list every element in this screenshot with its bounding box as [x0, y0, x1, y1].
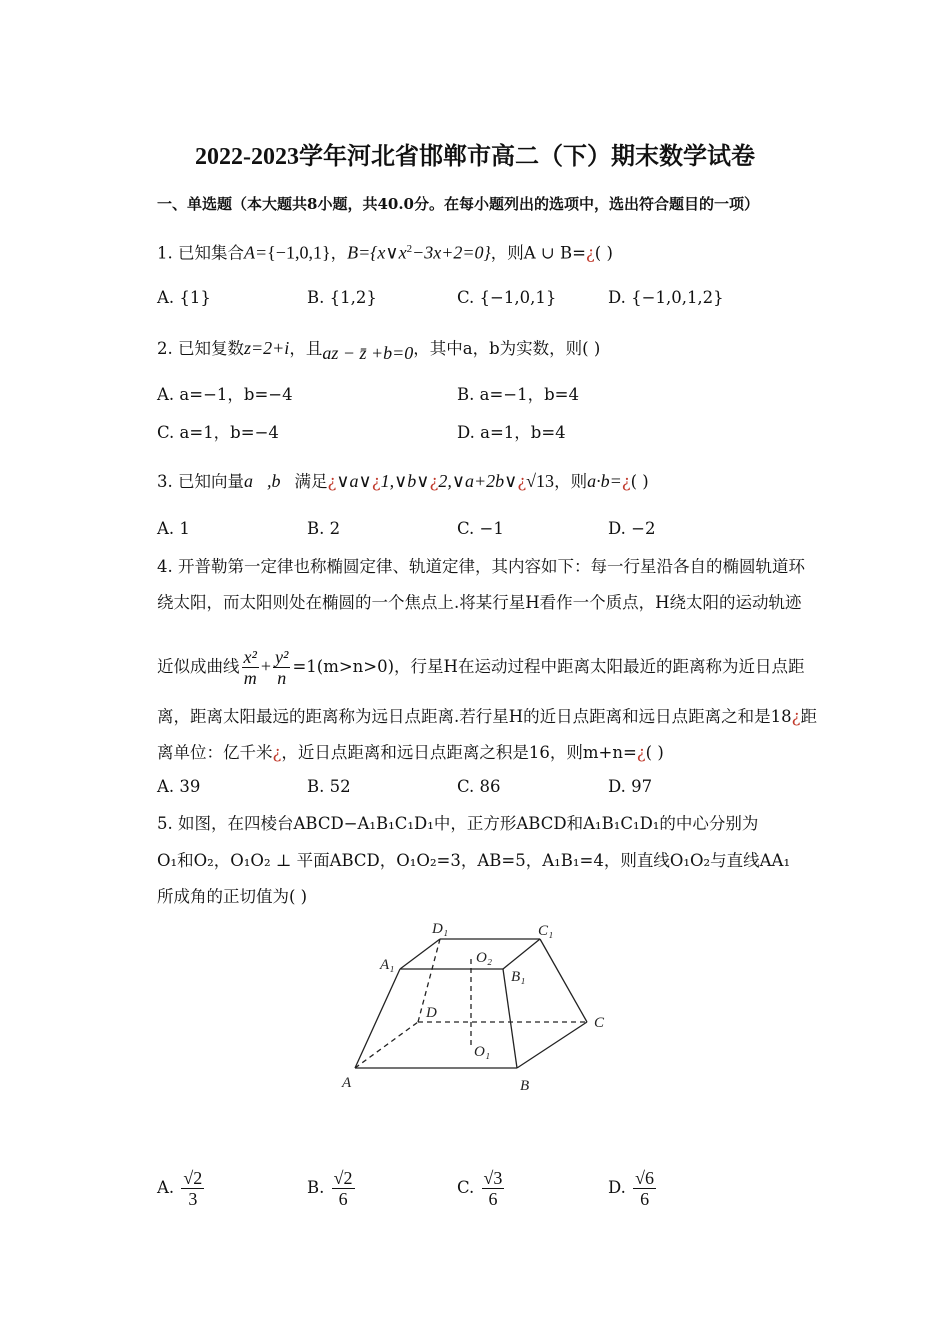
edge-bc	[517, 1022, 587, 1068]
label-c1: C₁	[538, 923, 554, 939]
q5-option-c-label: C.	[457, 1178, 475, 1197]
q5-option-a-label: A.	[157, 1178, 175, 1197]
q5-option-a	[157, 1168, 206, 1209]
q4-frac-y-den: n	[277, 668, 287, 688]
q4-plus: +	[260, 656, 272, 676]
q1-option-a: A. {1}	[157, 288, 211, 307]
label-o1: O₁	[474, 1044, 491, 1060]
q4-frac-y-num: y²	[275, 647, 289, 667]
label-a1: A₁	[380, 957, 395, 973]
page-title: 2022-2023学年河北省邯郸市高二（下）期末数学试卷	[195, 144, 755, 170]
q1-option-c: C. {−1,0,1}	[457, 288, 557, 307]
q3-mark-1: ¿	[327, 472, 337, 491]
question-1	[157, 238, 613, 265]
q5-option-d-frac	[633, 1168, 656, 1209]
q4-option-a: A. 39	[157, 777, 201, 796]
q3-option-b: B. 2	[307, 519, 341, 538]
q4-frac-y	[273, 647, 290, 688]
q4-line1: 4. 开普勒第一定律也称椭圆定律、轨道定律，其内容如下：每一行星沿各自的椭圆轨道环	[157, 557, 805, 576]
q4-line5a: 离单位：亿千米	[157, 743, 273, 762]
edge-ad	[355, 1022, 418, 1068]
q5-option-a-num: √2	[183, 1168, 203, 1188]
q4-frac-x-num: x²	[243, 647, 257, 667]
question-2	[157, 337, 601, 363]
q1-prefix: 1. 已知集合	[157, 243, 244, 263]
label-d1: D₁	[432, 921, 449, 937]
q5-option-d-num: √6	[635, 1168, 655, 1188]
q1-setA: A=	[244, 242, 268, 263]
q5-line2: O₁和O₂，O₁O₂ ⊥ 平面ABCD，O₁O₂=3，AB=5，A₁B₁=4，则直线O₁O₂与直线AA₁	[157, 851, 791, 870]
q5-option-c	[457, 1168, 506, 1209]
q4-line4b: 距	[800, 707, 817, 726]
q3-cond: ∨a∨	[336, 471, 372, 491]
q5-option-a-frac	[181, 1168, 204, 1209]
q4-line3	[157, 643, 804, 690]
q4-line2: 绕太阳，而太阳则处在椭圆的一个焦点上.将某行星H看作一个质点，H绕太阳的运动轨迹	[157, 593, 802, 612]
q3-option-d: D. −2	[608, 519, 656, 538]
q4-mark-2: ¿	[272, 743, 282, 762]
q4-line3b: =1(m>n>0)，行星H在运动过程中距离太阳最近的距离称为近日点距	[292, 657, 805, 676]
q3-mark-5: ¿	[621, 472, 631, 491]
q5-option-b	[307, 1168, 357, 1209]
q4-mark-1: ¿	[791, 707, 801, 726]
q3-mark-4: ¿	[517, 472, 527, 491]
q4-option-c: C. 86	[457, 777, 501, 796]
q1-sep: ，	[330, 243, 348, 263]
label-o2: O₂	[476, 950, 493, 966]
q3-mark-2: ¿	[371, 472, 381, 491]
q3-cond1: 1,∨b∨	[380, 471, 430, 491]
q3-text1: 3. 已知向量	[157, 472, 244, 491]
q1-tail: ，则A ∪ B=	[490, 243, 586, 263]
question-3	[157, 470, 649, 493]
q3-option-a: A. 1	[157, 519, 190, 538]
q1-mark: ¿	[585, 243, 595, 263]
edge-aa1	[355, 969, 400, 1068]
q4-frac-x-den: m	[243, 668, 257, 688]
q3-mark-3: ¿	[429, 472, 439, 491]
q5-line3: 所成角的正切值为( )	[157, 887, 308, 906]
q5-option-d-den: 6	[640, 1189, 650, 1209]
q1-setB: B={x∨x	[347, 242, 407, 263]
q2-text1: 2. 已知复数	[157, 339, 244, 358]
q5-option-c-num: √3	[483, 1168, 503, 1188]
q2-option-b: B. a=−1，b=4	[457, 385, 579, 404]
q3-dot: a·b=	[587, 471, 622, 491]
q5-option-b-den: 6	[338, 1189, 348, 1209]
label-b: B	[520, 1078, 530, 1094]
q3-text2: 满足	[294, 472, 328, 491]
q4-option-b: B. 52	[307, 777, 351, 796]
label-c: C	[594, 1015, 605, 1031]
q1-option-d: D. {−1,0,1,2}	[608, 288, 724, 307]
frustum-figure	[330, 915, 620, 1100]
q2-option-d: D. a=1，b=4	[457, 423, 566, 442]
q1-setA-value: {−1,0,1}	[267, 242, 331, 263]
label-b1: B₁	[511, 969, 526, 985]
q1-end: ( )	[594, 243, 613, 263]
q5-option-c-frac	[482, 1168, 505, 1209]
q4-line5b: ，近日点距离和远日点距离之积是16，则m+n=	[281, 743, 637, 762]
q5-option-c-den: 6	[488, 1189, 498, 1209]
q3-option-c: C. −1	[457, 519, 504, 538]
q4-frac-x	[242, 647, 259, 688]
q2-option-a: A. a=−1，b=−4	[157, 385, 293, 404]
q3-text3: ，则	[554, 472, 588, 491]
q4-line5c: ( )	[645, 743, 664, 762]
q1-setB-rest: −3x+2=0}	[412, 242, 491, 263]
q4-option-d: D. 97	[608, 777, 653, 796]
q3-end: ( )	[630, 472, 649, 491]
q4-mark-3: ¿	[636, 743, 646, 762]
q5-option-a-den: 3	[188, 1189, 198, 1209]
q1-option-b: B. {1,2}	[307, 288, 377, 307]
q5-option-b-num: √2	[333, 1168, 353, 1188]
q3-cond2: 2,∨a+2b∨	[438, 471, 518, 491]
q5-option-d-label: D.	[608, 1178, 626, 1197]
section-heading: 一、单选题（本大题共8小题，共40.0分。在每小题列出的选项中，选出符合题目的一项）	[157, 195, 759, 213]
label-a: A	[342, 1075, 352, 1091]
q3-cond3: √13	[526, 471, 555, 491]
q4-line5	[157, 742, 664, 764]
q2-z: z=2+i	[244, 338, 290, 358]
edge-b1c1	[503, 939, 540, 969]
q5-line1: 5. 如图，在四棱台ABCD−A₁B₁C₁D₁中，正方形ABCD和A₁B₁C₁D₁的中心分别为	[157, 814, 759, 833]
edge-cc1	[540, 939, 587, 1022]
q4-line4	[157, 706, 817, 728]
q3-vectors: a⃗,b⃗	[244, 471, 295, 491]
q4-line3a: 近似成曲线	[157, 657, 240, 676]
q4-line4a: 离，距离太阳最远的距离称为远日点距离.若行星H的近日点距离和远日点距离之和是18	[157, 707, 792, 726]
q2-option-c: C. a=1，b=−4	[157, 423, 279, 442]
edge-a1d1	[400, 939, 440, 969]
label-d: D	[426, 1005, 437, 1021]
q1-sup: 2	[406, 243, 413, 255]
q2-mid: ，且	[289, 339, 323, 358]
q5-option-d	[608, 1168, 658, 1209]
q2-equation: az − z̄ +b=0	[322, 343, 414, 363]
q5-option-b-label: B.	[307, 1178, 325, 1197]
q5-option-b-frac	[332, 1168, 355, 1209]
q2-text2: ，其中a，b为实数，则( )	[413, 339, 601, 358]
